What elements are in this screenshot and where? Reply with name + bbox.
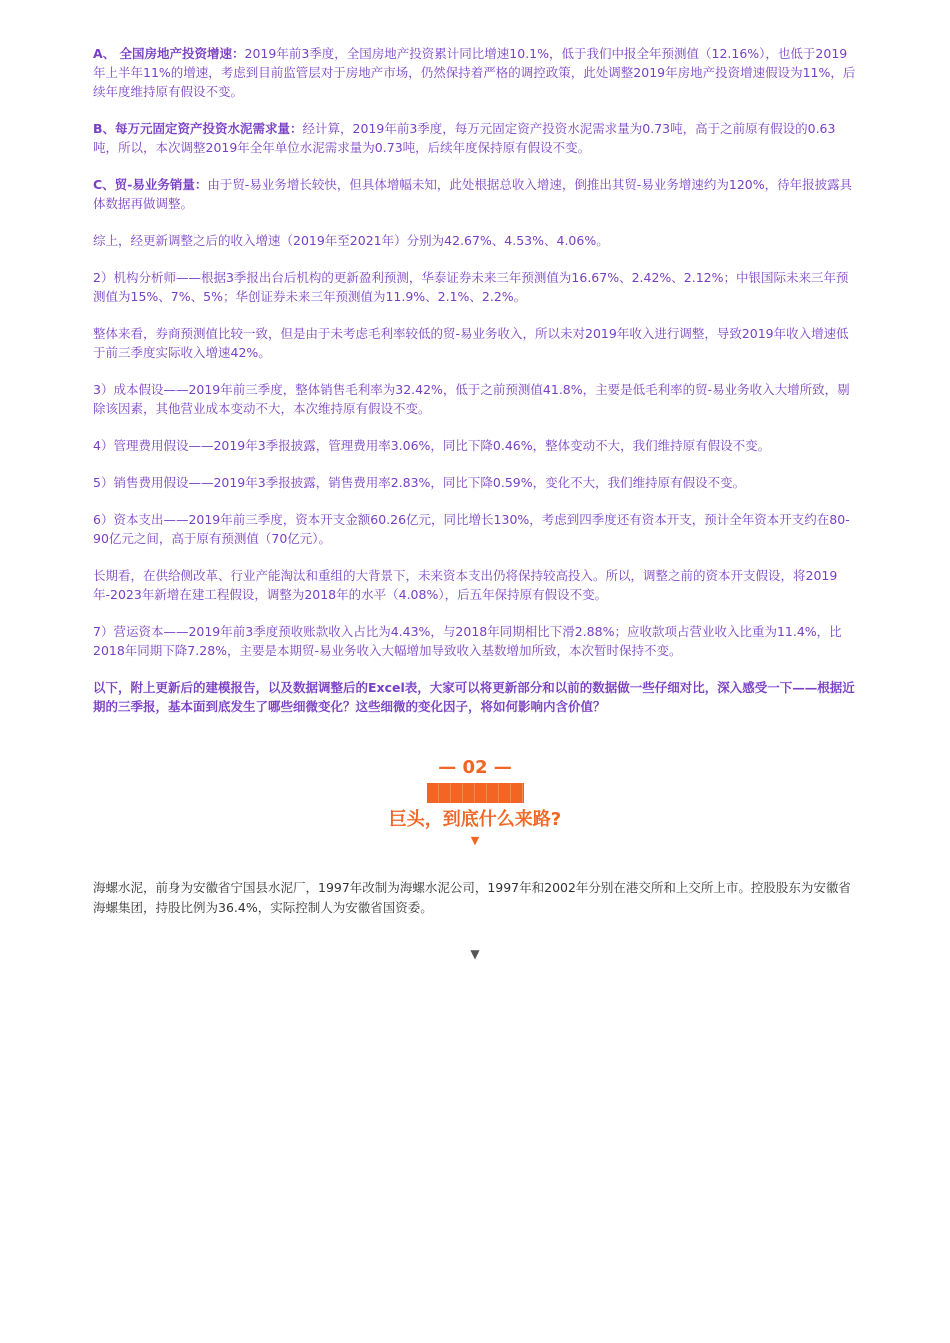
- paragraph-b-label: B、每万元固定资产投资水泥需求量：: [93, 121, 303, 136]
- end-down-arrow-icon: ▼: [470, 947, 480, 961]
- analyst-overview-paragraph: 整体来看，券商预测值比较一致，但是由于未考虑毛利率较低的贸-易业务收入，所以未对2019年收入进行调整，导致2019年收入增速低于前三季度实际收入增速42%。: [93, 326, 849, 360]
- article-body: [93, 44, 858, 716]
- paragraph-a-text: 2019年前3季度，全国房地产投资累计同比增速10.1%，低于我们中报全年预测值（12.16%），也低于2019年上半年11%的增速，考虑到目前监管层对于房地产市场，仍然保持着严格的调控政策，此处调整2019年房地产投资增速假设为11%，后续年度维持原有假设不变。: [93, 46, 856, 99]
- admin-expense-paragraph: 4）管理费用假设——2019年3季报披露，管理费用率3.06%，同比下降0.46%，整体变动不大，我们维持原有假设不变。: [93, 438, 771, 453]
- summary-paragraph: 综上，经更新调整之后的收入增速（2019年至2021年）分别为42.67%、4.53%、4.06%。: [93, 233, 609, 248]
- sales-expense-paragraph: 5）销售费用假设——2019年3季报披露，销售费用率2.83%，同比下降0.59%，变化不大，我们维持原有假设不变。: [93, 475, 746, 490]
- working-capital-paragraph: 7）营运资本——2019年前3季度预收账款收入占比为4.43%，与2018年同期相比下滑2.88%；应收款项占营业收入比重为11.4%，比2018年同期下降7.28%，主要是本期贸-易业务收入大幅增加导致收入基数增加所致，本次暂时保持不变。: [93, 624, 842, 658]
- capex-paragraph: 6）资本支出——2019年前三季度，资本开支金额60.26亿元，同比增长130%，考虑到四季度还有资本开支，预计全年资本开支约在80-90亿元之间，高于原有预测值（70亿元）。: [93, 512, 850, 546]
- paragraph-a-label: A、 全国房地产投资增速：: [93, 46, 245, 61]
- paragraph-c-label: C、贸-易业务销量：: [93, 177, 208, 192]
- capex-longterm-paragraph: 长期看，在供给侧改革、行业产能淘汰和重组的大背景下，未来资本支出仍将保持较高投入。所以，调整之前的资本开支假设，将2019年-2023年新增在建工程假设，调整为2018年的水平（4.08%），后五年保持原有假设不变。: [93, 568, 838, 602]
- paragraph-c: [93, 175, 858, 213]
- section-down-arrow-icon: ▼: [470, 834, 480, 847]
- section-number: — 02 —: [438, 757, 512, 778]
- company-intro-paragraph: 海螺水泥，前身为安徽省宁国县水泥厂，1997年改制为海螺水泥公司，1997年和2002年分别在港交所和上交所上市。控股股东为安徽省海螺集团，持股比例为36.4%，实际控制人为安徽省国资委。: [93, 880, 851, 915]
- analyst-paragraph: 2）机构分析师——根据3季报出台后机构的更新盈利预测，华泰证券未来三年预测值为16.67%、2.42%、2.12%；中银国际未来三年预测值为15%、7%、5%；华创证券未来三年预测值为11.9%、2.1%、2.2%。: [93, 270, 849, 304]
- cost-paragraph: 3）成本假设——2019年前三季度，整体销售毛利率为32.42%，低于之前预测值41.8%，主要是低毛利率的贸-易业务收入大增所致，剔除该因素，其他营业成本变动不大，本次维持原有假设不变。: [93, 382, 850, 416]
- section-header: [0, 757, 950, 848]
- paragraph-b: [93, 119, 858, 157]
- section-title: 巨头，到底什么来路?: [388, 809, 562, 830]
- paragraph-b-text: 经计算，2019年前3季度，每万元固定资产投资水泥需求量为0.73吨，高于之前原有假设的0.63吨，所以，本次调整2019年全年单位水泥需求量为0.73吨，后续年度保持原有假设不变。: [93, 121, 836, 155]
- closing-paragraph: 以下，附上更新后的建模报告，以及数据调整后的Excel表，大家可以将更新部分和以前的数据做一些仔细对比，深入感受一下——根据近期的三季报，基本面到底发生了哪些细微变化？这些细微的变化因子，将如何影响内含价值？: [93, 680, 855, 714]
- paragraph-c-text: 由于贸-易业务增长较快，但具体增幅未知，此处根据总收入增速，倒推出其贸-易业务增速约为120%，待年报披露具体数据再做调整。: [93, 177, 853, 211]
- paragraph-a: [93, 44, 858, 101]
- section-decor-bar: [427, 783, 524, 803]
